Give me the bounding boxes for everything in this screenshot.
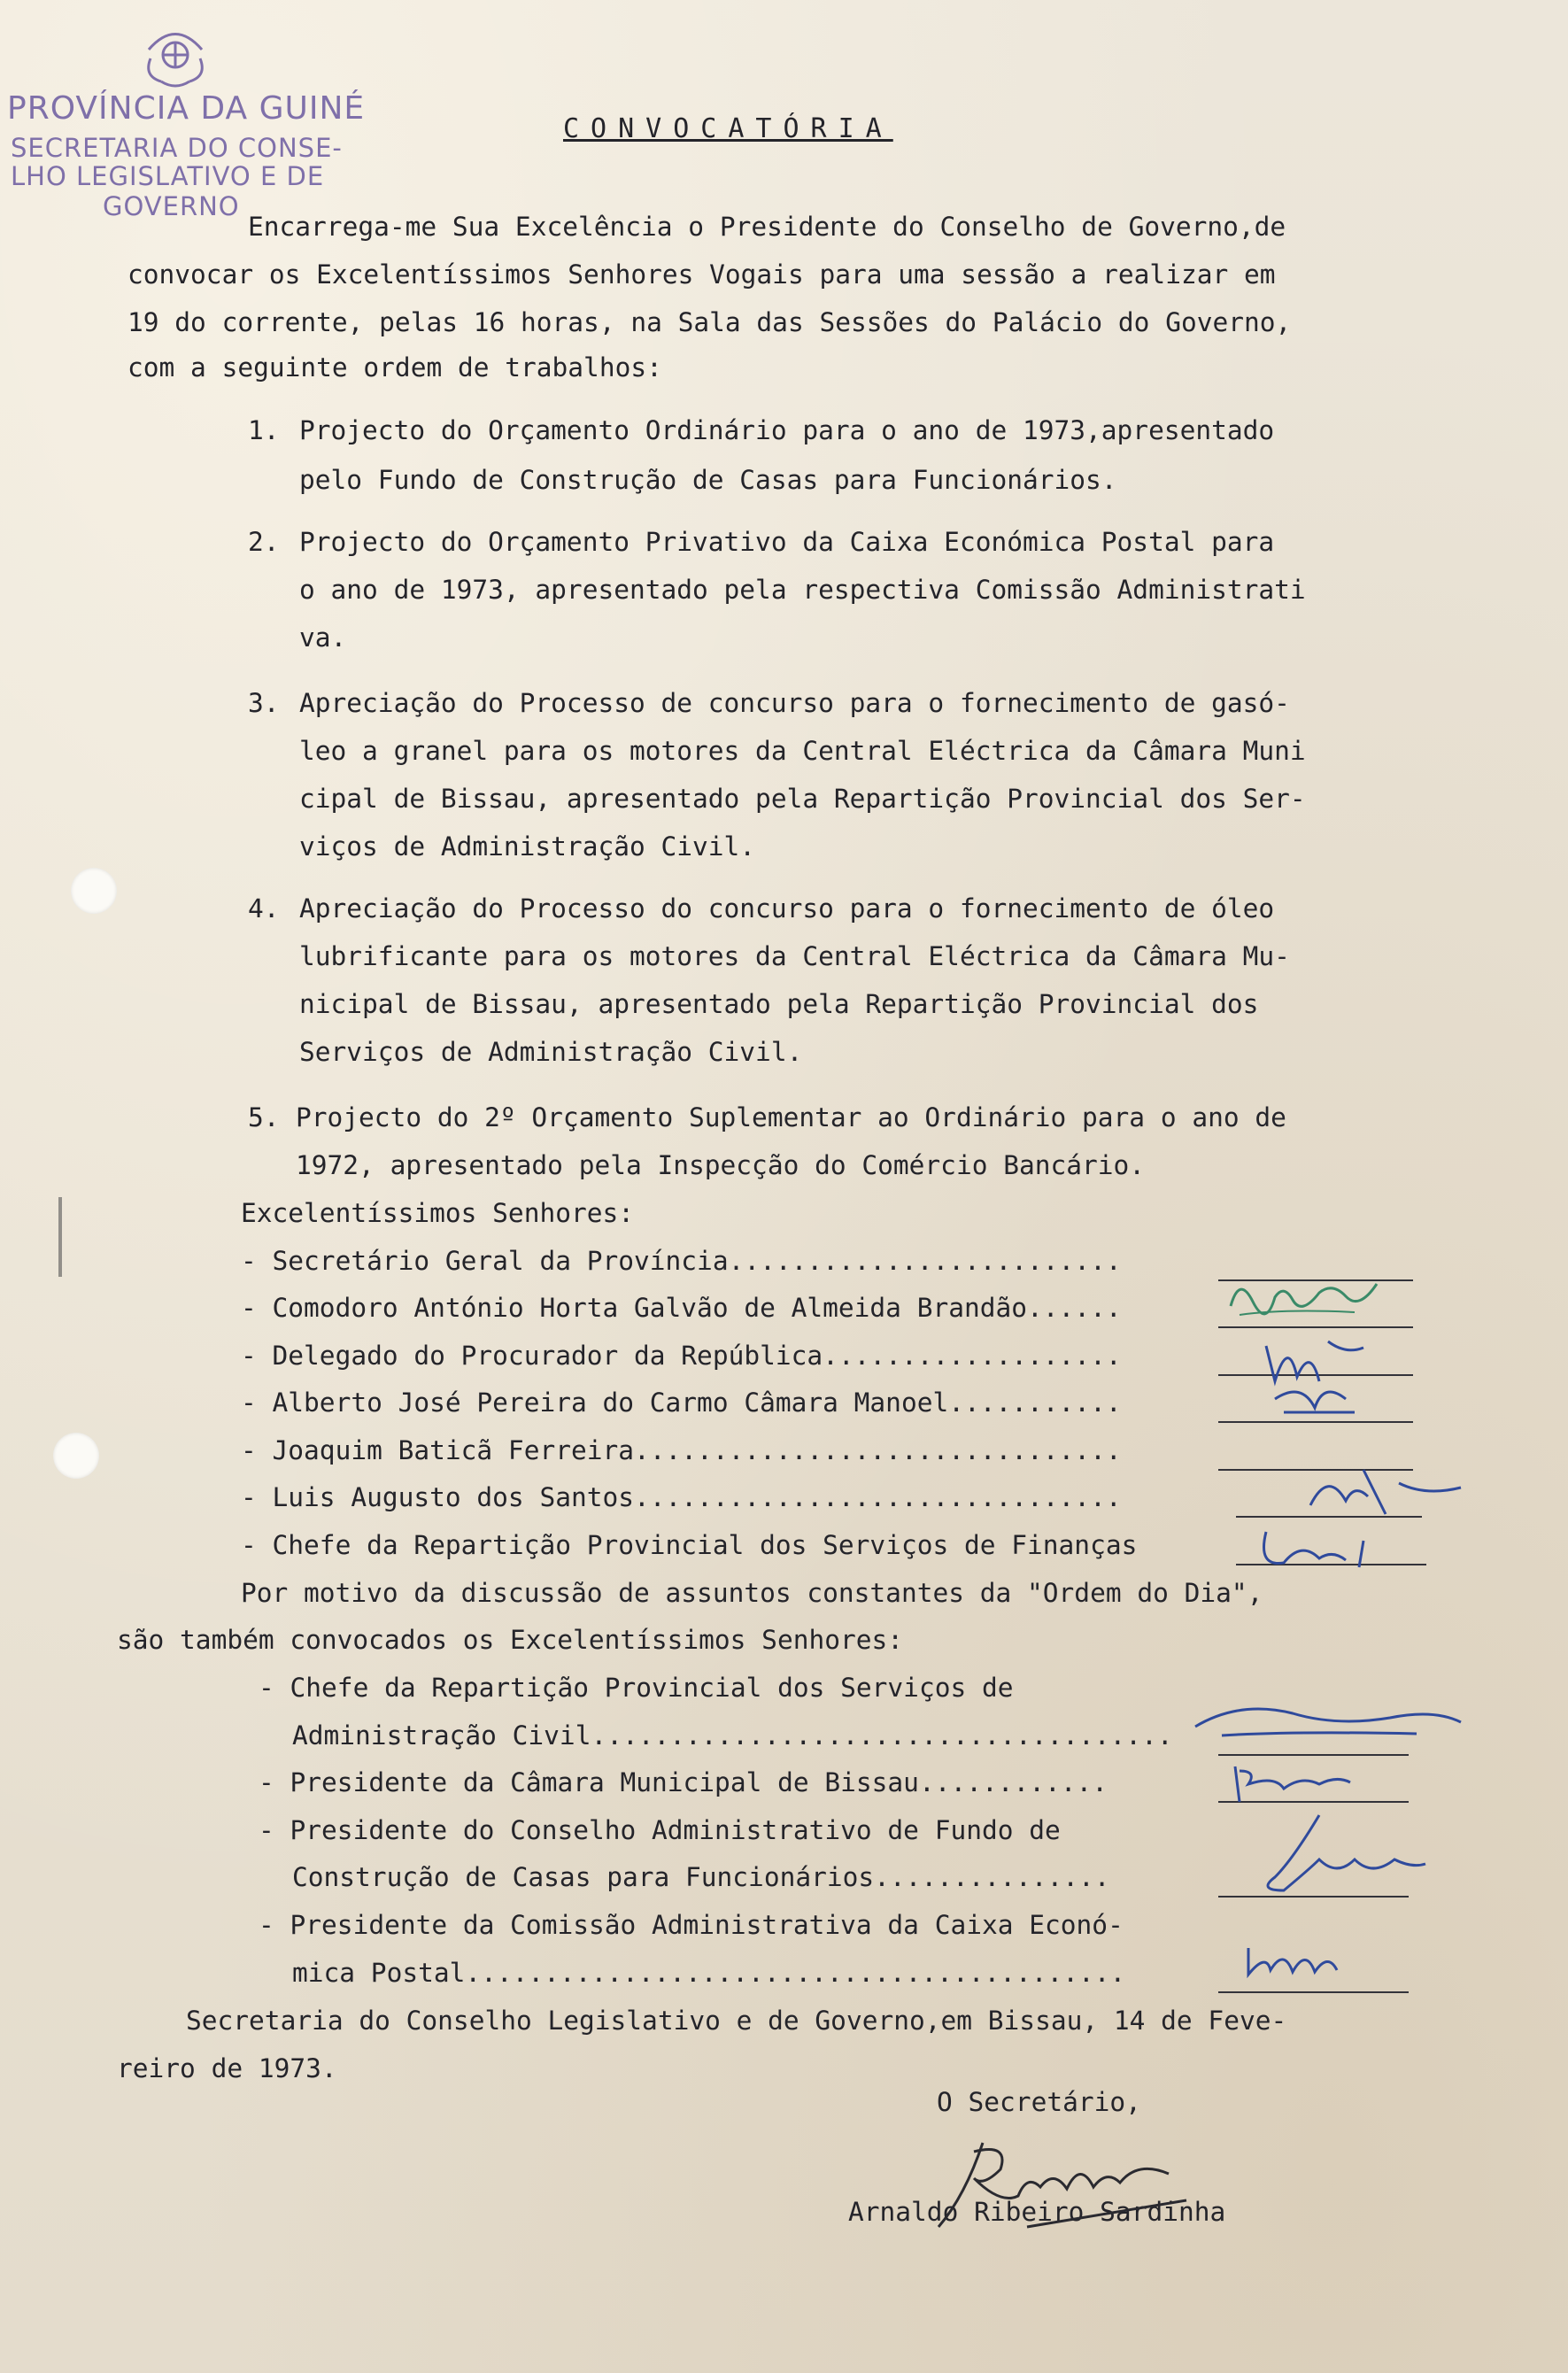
agenda-item-2-line-1: Projecto do Orçamento Privativo da Caixa Económica Postal para — [299, 527, 1275, 557]
agenda-item-2-line-2: o ano de 1973, apresentado pela respectiva Comissão Administrati — [299, 575, 1306, 605]
also-intro-line-1: Por motivo da discussão de assuntos constantes da "Ordem do Dia", — [241, 1578, 1263, 1608]
agenda-item-2-line-3: va. — [299, 622, 347, 653]
handwritten-signature-icon — [1186, 1691, 1470, 1753]
member-line: - Alberto José Pereira do Carmo Câmara Manoel........... — [241, 1387, 1122, 1418]
agenda-item-3-number: 3. — [248, 688, 280, 718]
agenda-item-4-number: 4. — [248, 893, 280, 924]
signatory-role: O Secretário, — [937, 2087, 1141, 2117]
signatory-name: Arnaldo Ribeiro Sardinha — [848, 2197, 1226, 2227]
stamp-line-3: LHO LEGISLATIVO E DE — [11, 161, 325, 191]
official-stamp — [7, 18, 366, 221]
punch-hole — [53, 1433, 99, 1479]
agenda-item-5-line-2: 1972, apresentado pela Inspecção do Comércio Bancário. — [296, 1150, 1146, 1180]
intro-line-2: convocar os Excelentíssimos Senhores Vogais para uma sessão a realizar em — [127, 259, 1276, 290]
agenda-item-1-number: 1. — [248, 415, 280, 445]
coat-of-arms-icon — [131, 23, 220, 94]
handwritten-signature-icon — [1248, 1328, 1381, 1426]
member-line: - Joaquim Baticã Ferreira............................... — [241, 1435, 1122, 1465]
member-line: - Delegado do Procurador da República................... — [241, 1341, 1122, 1371]
agenda-item-2-number: 2. — [248, 527, 280, 557]
also-intro-line-2: são também convocados os Excelentíssimos Senhores: — [117, 1625, 904, 1655]
agenda-item-4-line-1: Apreciação do Processo do concurso para o fornecimento de óleo — [299, 893, 1275, 924]
intro-line-3: 19 do corrente, pelas 16 horas, na Sala das Sessões do Palácio do Governo, — [127, 307, 1292, 337]
stamp-line-2: SECRETARIA DO CONSE- — [11, 133, 343, 163]
also-member-line: mica Postal.......................................... — [292, 1958, 1126, 1988]
also-member-line: Administração Civil..................................... — [292, 1720, 1173, 1751]
margin-mark — [58, 1197, 62, 1277]
closing-line-1: Secretaria do Conselho Legislativo e de Governo,em Bissau, 14 de Feve- — [186, 2006, 1287, 2036]
punch-hole — [71, 868, 117, 914]
agenda-item-1-line-2: pelo Fundo de Construção de Casas para Funcionários. — [299, 465, 1117, 495]
agenda-item-3-line-2: leo a granel para os motores da Central Eléctrica da Câmara Muni — [299, 736, 1306, 766]
stamp-line-1: PROVÍNCIA DA GUINÉ — [7, 90, 366, 127]
member-line: - Luis Augusto dos Santos............................... — [241, 1482, 1122, 1512]
also-member-line: - Chefe da Repartição Provincial dos Serviços de — [259, 1673, 1014, 1703]
member-line: - Chefe da Repartição Provincial dos Serviços de Finanças — [241, 1530, 1138, 1560]
handwritten-signature-icon — [1222, 1806, 1434, 1904]
handwritten-signature-icon — [1302, 1452, 1470, 1523]
document-title: CONVOCATÓRIA — [563, 113, 893, 144]
agenda-item-5-number: 5. — [248, 1102, 280, 1132]
agenda-item-5-line-1: Projecto do 2º Orçamento Suplementar ao Ordinário para o ano de — [296, 1102, 1286, 1132]
also-member-line: Construção de Casas para Funcionários............... — [292, 1862, 1110, 1892]
handwritten-signature-icon — [1231, 1935, 1355, 1988]
intro-line-1: Encarrega-me Sua Excelência o Presidente do Conselho de Governo,de — [248, 212, 1286, 242]
agenda-item-4-line-4: Serviços de Administração Civil. — [299, 1037, 803, 1067]
agenda-item-3-line-3: cipal de Bissau, apresentado pela Repartição Provincial dos Ser- — [299, 784, 1306, 814]
agenda-item-4-line-2: lubrificante para os motores da Central Eléctrica da Câmara Mu- — [299, 941, 1290, 971]
stamp-line-4: GOVERNO — [103, 191, 240, 221]
also-member-line: - Presidente da Comissão Administrativa da Caixa Econó- — [259, 1910, 1124, 1940]
handwritten-signature-icon — [1222, 1266, 1399, 1328]
agenda-item-4-line-3: nicipal de Bissau, apresentado pela Repartição Provincial dos — [299, 989, 1259, 1019]
agenda-item-1-line-1: Projecto do Orçamento Ordinário para o ano de 1973,apresentado — [299, 415, 1275, 445]
signature-rule — [1218, 1754, 1409, 1756]
handwritten-signature-icon — [1222, 1758, 1363, 1811]
intro-line-4: com a seguinte ordem de trabalhos: — [127, 352, 662, 383]
members-heading: Excelentíssimos Senhores: — [241, 1198, 635, 1228]
agenda-item-3-line-4: viços de Administração Civil. — [299, 831, 756, 862]
secretary-signature-icon — [921, 2125, 1204, 2240]
handwritten-signature-icon — [1248, 1523, 1417, 1576]
also-member-line: - Presidente da Câmara Municipal de Bissau............ — [259, 1767, 1108, 1797]
also-member-line: - Presidente do Conselho Administrativo de Fundo de — [259, 1815, 1061, 1845]
signature-rule — [1218, 1991, 1409, 1993]
member-line: - Comodoro António Horta Galvão de Almeida Brandão...... — [241, 1293, 1122, 1323]
member-line: - Secretário Geral da Província......................... — [241, 1246, 1122, 1276]
agenda-item-3-line-1: Apreciação do Processo de concurso para o fornecimento de gasó- — [299, 688, 1290, 718]
closing-line-2: reiro de 1973. — [117, 2053, 337, 2083]
